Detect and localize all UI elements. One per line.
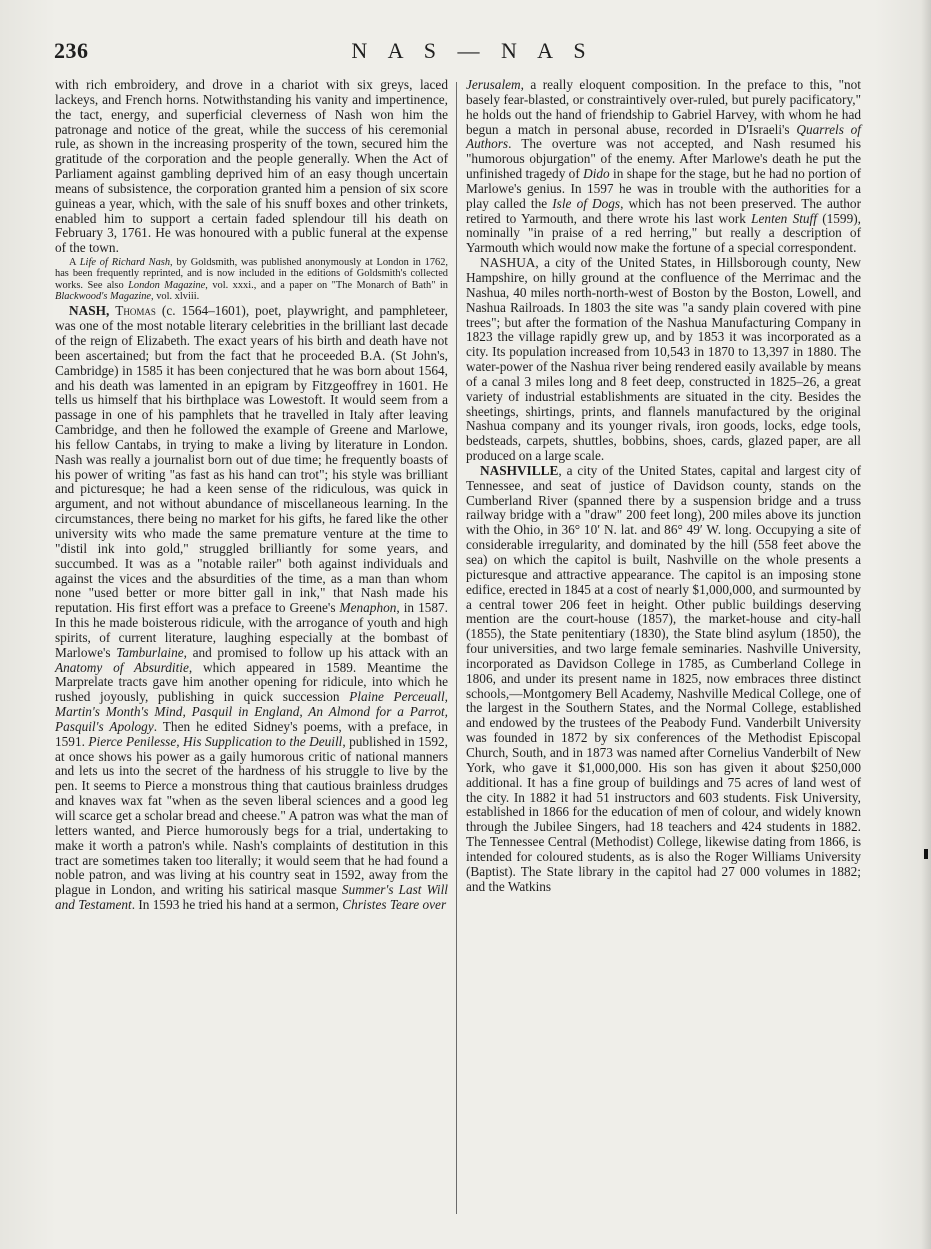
article-nashua: NASHUA, a city of the United States, in Hillsborough county, New Hampshire, on hilly ground at the confluence of the Merrimac and the Nashua, 40 miles north-north-west of Boston by the Boston, Lowell, and Nashua Railroads. In 1803 the site was "a sandy plain covered with pine trees"; but after the formation of the Nashua Manufacturing Company in 1823 the village rapidly grew up, and by 1853 it was incorporated as a city. Its population increased from 10,543 in 1870 to 13,397 in 1880. The water-power of the Nashua river being rendered easily available by means of a canal 3 miles long and 8 feet deep, constructed in 1825–26, a great variety of industrial establishments are situated in the city. Besides the sheetings, shirtings, prints, and flannels manufactured by the original Nashua company and its younger rivals, iron goods, locks, edge tools, bedsteads, carpets, shuttles, bobbins, shoes, cards, glazed paper, are all produced on a large scale.: [466, 255, 861, 464]
right-column: [466, 78, 861, 894]
paragraph-beau-nash-end: with rich embroidery, and drove in a chariot with six greys, laced lackeys, and French horns. Notwithstanding his vanity and impertinence, the tact, energy, and superficial cleverness of Nash won him the patronage and notice of the great, while the success of his ceremonial rule, as shown in the increasing prosperity of the town, secured him the gratitude of the corporation and the people generally. When the Act of Parliament against gambling deprived him of an easy though uncertain means of subsistence, the corporation granted him a pension of six score guineas a year, which, with the sale of his snuff boxes and other trinkets, enabled him to support a certain faded splendour till his death on February 3, 1761. He was honoured with a public funeral at the expense of the town.: [55, 77, 448, 256]
scan-edge-shadow: [921, 0, 931, 1249]
headword-nash: NASH,: [69, 303, 116, 319]
bibliography-note: A Life of Richard Nash, by Goldsmith, was published anonymously at London in 1762, has been frequently reprinted, and is now included in the editions of Goldsmith's collected works. See also London Magazine, vol. xxxi., and a paper on "The Monarch of Bath" in Blackwood's Magazine, vol. xlviii.: [55, 257, 448, 303]
article-nash-thomas: NASH, Thomas (c. 1564–1601), poet, playwright, and pamphleteer, was one of the most notable literary celebrities in the brilliant last decade of the reign of Elizabeth. The exact years of his birth and death have not been ascertained; but from the fact that he proceeded B.A. (St John's, Cambridge) in 1585 it has been conjectured that he was born about 1564, and his death was lamented in an epigram by Fitzgeoffrey in 1601. He tells us himself that his birthplace was Lowestoft. It would seem from a passage in one of his pamphlets that he travelled in Italy after leaving Cambridge, and then he followed the example of Greene and Marlowe, his fellow Cantabs, in trying to make a living by literature in London. Nash was really a journalist born out of due time; he frequently boasts of his power of writing "as fast as his hand can trot"; his style was brilliant and picturesque; he had a keen sense of the ridiculous, was quick in argument, and not without abundance of miscellaneous learning. In the circumstances, there being no market for his gifts, he fared like the other university wits who made the same premature venture at the time to "distil ink into gold," struggled brilliantly for some years, and succumbed. It was as a "notable railer" both against individuals and against the vices and the absurdities of the time, as a man than whom none "used better or more bitter gall in ink," that Nash made his reputation. His first effort was a preface to Greene's Menaphon, in 1587. In this he made boisterous ridicule, with the arrogance of youth and high spirits, of current literature, laughing especially at the bombast of Marlowe's Tamburlaine, and promised to follow up his attack with an Anatomy of Absurditie, which appeared in 1589. Meantime the Marprelate tracts gave him another opening for ridicule, into which he rushed joyously, publishing in quick succession Plaine Perceuall, Martin's Month's Mind, Pasquil in England, An Almond for a Parrot, Pasquil's Apology. Then he edited Sidney's poems, with a preface, in 1591. Pierce Penilesse, His Supplication to the Deuill, published in 1592, at once shows his power as a gaily humorous critic of national manners and lets us into the secret of the hardness of his struggle to live by the pen. It seems to Pierce a monstrous thing that cautious brainless drudges and knaves wax fat "when as the seven liberal sciences and a good leg will scarce get a scholar bread and cheese." A patron was what the man of letters wanted, and Pierce humorously begs for a trial, undertaking to make it worth a patron's while. Nash's complaints of destitution in this tract are sometimes taken too literally; it would seem that he had found a noble patron, and was living at his country seat in 1592, away from the plague in London, and writing his satirical masque Summer's Last Will and Testament. In 1593 he tried his hand at a sermon, Christes Teare over: [55, 303, 448, 913]
page-header: [54, 38, 891, 68]
article-nash-continued: Jerusalem, a really eloquent composition. In the preface to this, "not basely fear-blasted, or constraintively over-ruled, but purely pacificatory," he holds out the hand of friendship to Gabriel Harvey, with whom he had begun a match in personal abuse, recorded in D'Israeli's Quarrels of Authors. The overture was not accepted, and Nash resumed his "humorous objurgation" of the enemy. After Marlowe's death he put the unfinished tragedy of Dido in shape for the stage, but he had no portion of Marlowe's genius. In 1597 he was in trouble with the authorities for a play called the Isle of Dogs, which has not been preserved. The author retired to Yarmouth, and there wrote his last work Lenten Stuff (1599), nominally "in praise of a red herring," but really a description of Yarmouth which would now make the fortune of a special correspondent.: [466, 77, 861, 256]
page-number: 236: [54, 38, 89, 63]
headword-nashua: NASHUA: [480, 255, 536, 271]
article-nashville: NASHVILLE, a city of the United States, capital and largest city of Tennessee, and seat of justice of Davidson county, stands on the Cumberland River (spanned there by a suspension bridge and a truss railway bridge with a "draw" 200 feet long), 200 miles above its junction with the Ohio, in 36° 10′ N. lat. and 86° 49′ W. long. Occupying a site of considerable irregularity, and dominated by the hill (558 feet above the sea) on which the capitol is built, Nashville on the whole presents a picturesque and attractive appearance. The capitol is an imposing stone edifice, erected in 1845 at a cost of nearly $1,000,000, and surmounted by a central tower 206 feet in height. Other public buildings deserving mention are the court-house (1857), the market-house and city-hall (1855), the State penitentiary (1830), the State blind asylum (1850), the four universities, and two large female seminaries. Nashville University, incorporated as Davidson College in 1785, as Cumberland College in 1806, and under its present name in 1825, now embraces three distinct schools,—Montgomery Bell Academy, Nashville Medical College, one of the largest in the Southern States, and the Normal College, established and endowed by the trustees of the Peabody Fund. Vanderbilt University was founded in 1872 by six conferences of the Methodist Episcopal Church, South, and in 1873 was named after Cornelius Vanderbilt of New York, who gave it $1,000,000. His son has given it about $250,000 additional. It has a fine group of buildings and 75 acres of land west of the city. In 1882 it had 51 instructors and 603 students. Fisk University, established in 1866 for the education of men of colour, and widely known through the Jubilee Singers, had 18 teachers and 424 students in 1882. The Tennessee Central (Methodist) College, likewise dating from 1866, is intended for coloured students, as is also the Roger Williams University (Baptist). The State library in the capitol had 27 000 volumes in 1882; and the Watkins: [466, 462, 861, 894]
column-divider: [456, 82, 457, 1214]
headword-nashville: NASHVILLE: [480, 462, 559, 478]
running-head: N A S — N A S: [351, 38, 594, 63]
left-column: [55, 78, 448, 913]
